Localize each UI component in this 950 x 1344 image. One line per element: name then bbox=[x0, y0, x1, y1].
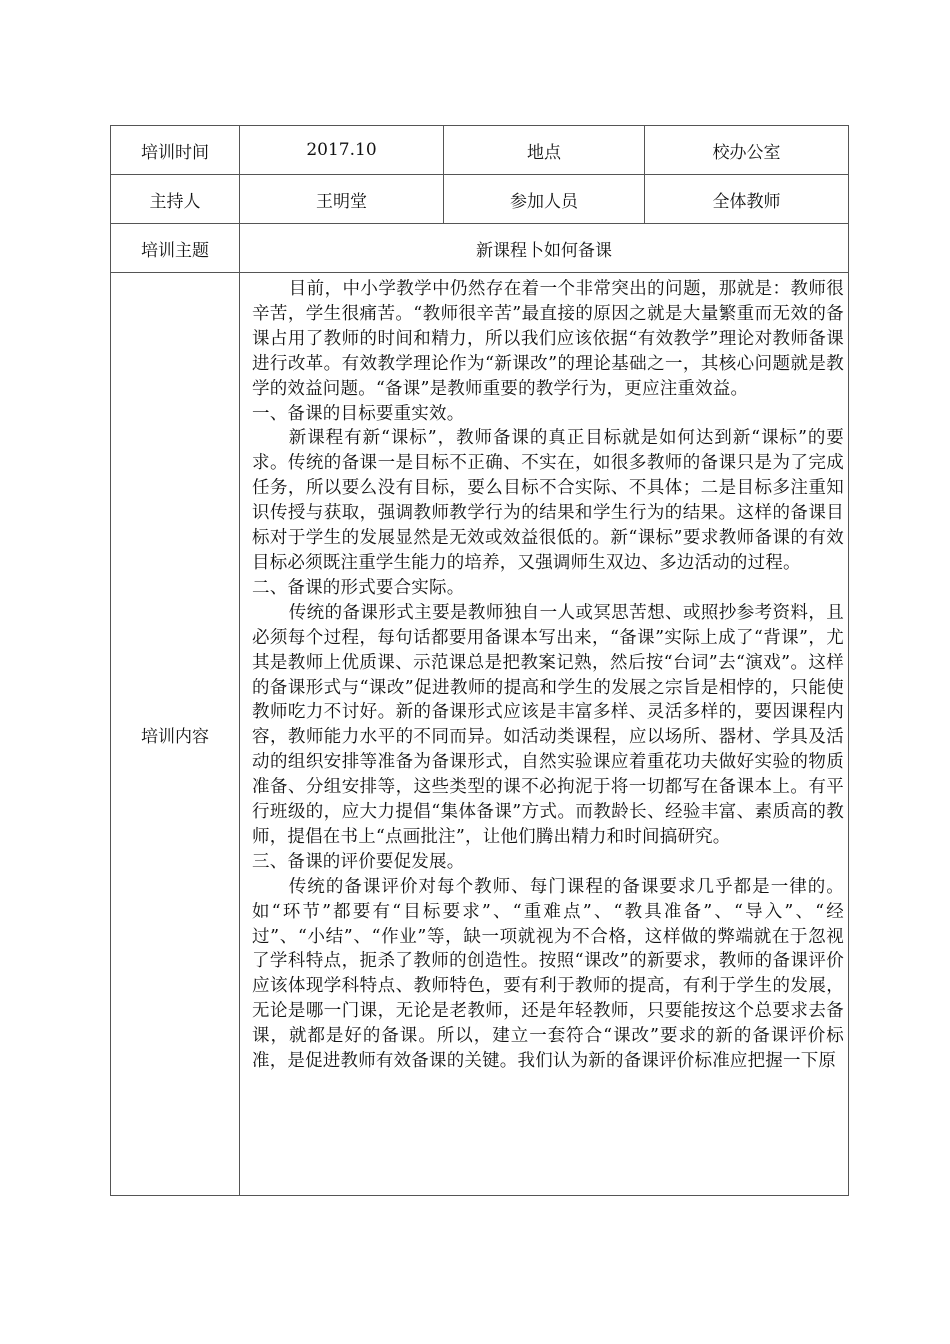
content-cell bbox=[240, 273, 849, 1196]
content-paragraph-2: 传统的备课形式主要是教师独自一人或冥思苦想、或照抄参考资料，且必须每个过程，每句话都要用备课本写出来，“备课”实际上成了“背课”，尤其是教师上优质课、示范课总是把教案记熟，然后按“台词”去“演戏”。这样的备课形式与“课改”促进教师的提高和学生的发展之宗旨是相悖的，只能使教师吃力不讨好。新的备课形式应该是丰富多样、灵活多样的，要因课程内容，教师能力水平的不同而异。如活动类课程，应以场所、器材、学具及活动的组织安排等准备为备课形式，自然实验课应着重花功夫做好实验的物质准备、分组安排等，这些类型的课不必拘泥于将一切都写在备课本上。有平行班级的，应大力提倡“集体备课”方式。而教龄长、经验丰富、素质高的教师，提倡在书上“点画批注”，让他们腾出精力和时间搞研究。 bbox=[252, 602, 844, 847]
label-topic: 培训主题 bbox=[111, 224, 240, 273]
label-training-time: 培训时间 bbox=[111, 126, 240, 175]
label-host: 主持人 bbox=[111, 175, 240, 224]
table-row-content bbox=[111, 273, 849, 1196]
content-heading-2: 二、备课的形式要合实际。 bbox=[252, 577, 465, 598]
table-row-topic bbox=[111, 224, 849, 273]
content-paragraph-1: 新课程有新“课标”，教师备课的真正目标就是如何达到新“课标”的要求。传统的备课一是目标不正确、不实在，如很多教师的备课只是为了完成任务，所以要么没有目标，要么目标不合实际、不具体；二是目标多注重知识传授与获取，强调教师教学行为的结果和学生行为的结果。这样的备课目标对于学生的发展显然是无效或效益很低的。新“课标”要求教师备课的有效目标必须既注重学生能力的培养，又强调师生双边、多边活动的过程。 bbox=[252, 428, 844, 573]
value-topic: 新课程卜如何备课 bbox=[240, 224, 849, 273]
value-location: 校办公室 bbox=[645, 126, 849, 175]
content-heading-1: 一、备课的目标要重实效。 bbox=[252, 403, 465, 424]
label-location: 地点 bbox=[444, 126, 645, 175]
content-paragraph-3: 传统的备课评价对每个教师、每门课程的备课要求几乎都是一律的。如“环节”都要有“目标要求”、“重难点”、“教具准备”、“导入”、“经过”、“小结”、“作业”等，缺一项就视为不合格，这样做的弊端就在于忽视了学科特点，扼杀了教师的创造性。按照“课改”的新要求，教师的备课评价应该体现学科特点、教师特色，要有利于教师的提高，有利于学生的发展，无论是哪一门课，无论是老教师，还是年轻教师，只要能按这个总要求去备课，就都是好的备课。所以，建立一套符合“课改”要求的新的备课评价标准，是促进教师有效备课的关键。我们认为新的备课评价标准应把握一下原 bbox=[252, 876, 844, 1072]
table-row-time bbox=[111, 126, 849, 175]
content-paragraph-intro: 目前，中小学教学中仍然存在着一个非常突出的问题，那就是：教师很辛苦，学生很痛苦。“教师很辛苦”最直接的原因之就是大量繁重而无效的备课占用了教师的时间和精力，所以我们应该依据“有效教学”理论对教师备课进行改革。有效教学理论作为“新课改”的理论基础之一，其核心问题就是教学的效益问题。“备课”是教师重要的教学行为，更应注重效益。 bbox=[252, 279, 844, 399]
value-host: 王明堂 bbox=[240, 175, 444, 224]
value-participants: 全体教师 bbox=[645, 175, 849, 224]
content-heading-3: 三、备课的评价要促发展。 bbox=[252, 851, 465, 872]
table-row-host bbox=[111, 175, 849, 224]
label-participants: 参加人员 bbox=[444, 175, 645, 224]
training-record-table bbox=[110, 125, 849, 1196]
content-body bbox=[252, 277, 844, 1074]
value-training-time: 2017.10 bbox=[240, 126, 444, 175]
label-content: 培训内容 bbox=[111, 273, 240, 1196]
